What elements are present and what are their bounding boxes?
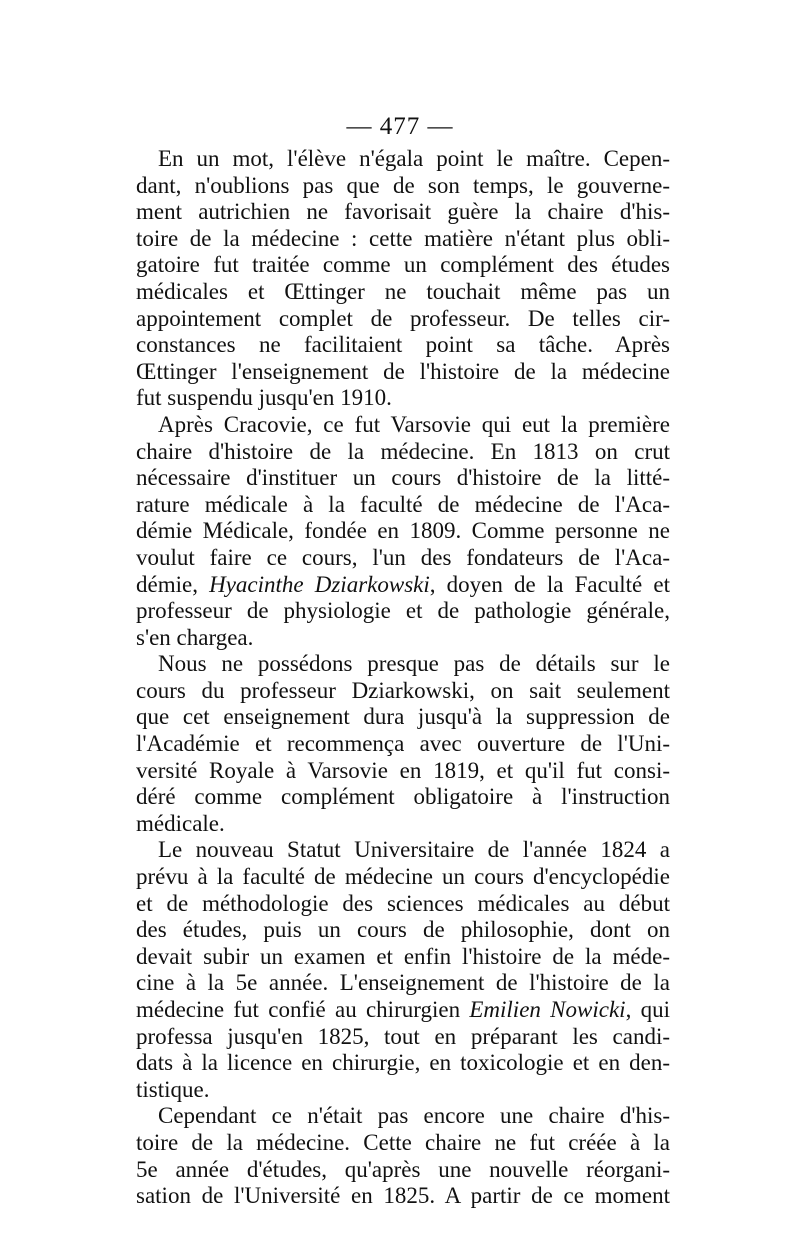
- italic-person-name: Hyacinthe Dziarkowski: [209, 571, 430, 597]
- paragraph-4: [136, 837, 670, 1103]
- text-segment: , qui: [625, 997, 670, 1022]
- paragraph-2: [136, 412, 670, 651]
- text-line: prévu à la faculté de médecine un cours d'encyclopédie: [136, 864, 670, 890]
- text-line: toire de la médecine : cette matière n'étant plus obli-: [136, 225, 670, 251]
- paragraph-3: [136, 651, 670, 837]
- page-number: — 477 —: [346, 113, 454, 140]
- text-segment: , doyen de la Faculté et: [429, 571, 671, 597]
- text-line: 5e année d'études, qu'après une nouvelle réorgani-: [136, 1156, 670, 1182]
- text-line: professa jusqu'en 1825, tout en préparant les candi-: [136, 1023, 670, 1049]
- text-line: tistique.: [136, 1076, 210, 1102]
- text-line: devait subir un examen et enfin l'histoire de la méde-: [136, 943, 670, 969]
- text-line: chaire d'histoire de la médecine. En 1813 on crut: [136, 438, 670, 464]
- text-line: ment autrichien ne favorisait guère la chaire d'his-: [136, 199, 670, 225]
- text-line: cine à la 5e année. L'enseignement de l'histoire de la: [136, 970, 670, 996]
- text-line: gatoire fut traitée comme un complément des études: [136, 252, 670, 278]
- text-line: professeur de physiologie et de pathologie générale,: [136, 598, 670, 624]
- text-line-with-italic-name: [136, 997, 670, 1024]
- text-line: En un mot, l'élève n'égala point le maître. Cepen-: [158, 146, 670, 171]
- text-line: Après Cracovie, ce fut Varsovie qui eut la première: [158, 411, 670, 437]
- text-line: dats à la licence en chirurgie, en toxicologie et en den-: [136, 1050, 670, 1076]
- text-line: s'en chargea.: [136, 624, 254, 650]
- text-line: que cet enseignement dura jusqu'à la suppression de: [136, 704, 670, 730]
- text-segment: démie,: [136, 571, 210, 597]
- text-segment: médecine fut confié au chirurgien: [136, 997, 470, 1022]
- body-text: [136, 146, 670, 1210]
- text-line: Le nouveau Statut Universitaire de l'année 1824 a: [158, 837, 670, 863]
- text-line: cours du professeur Dziarkowski, on sait seulement: [136, 677, 670, 703]
- text-line: et de méthodologie des sciences médicales au début: [136, 890, 670, 916]
- text-line: sation de l'Université en 1825. A partir de ce moment: [136, 1183, 670, 1209]
- text-line: toire de la médecine. Cette chaire ne fut créée à la: [136, 1129, 670, 1155]
- text-line: Nous ne possédons presque pas de détails sur le: [158, 651, 670, 677]
- paragraph-5: [136, 1103, 670, 1209]
- text-line: constances ne facilitaient point sa tâche. Après: [136, 332, 670, 358]
- text-line: des études, puis un cours de philosophie, dont on: [136, 917, 670, 943]
- text-line: médicales et Œttinger ne touchait même pas un: [136, 278, 670, 304]
- text-line-with-italic-name: [136, 572, 670, 599]
- text-line: rature médicale à la faculté de médecine de l'Aca-: [136, 491, 670, 517]
- text-line: voulut faire ce cours, l'un des fondateurs de l'Aca-: [136, 544, 670, 570]
- text-line: l'Académie et recommença avec ouverture de l'Uni-: [136, 731, 670, 757]
- text-line: Œttinger l'enseignement de l'histoire de la médecine: [136, 358, 670, 384]
- text-line: nécessaire d'instituer un cours d'histoire de la litté-: [136, 465, 670, 491]
- text-line: démie Médicale, fondée en 1809. Comme personne ne: [136, 518, 670, 544]
- text-line: versité Royale à Varsovie en 1819, et qu'il fut consi-: [136, 757, 670, 783]
- italic-person-name: Emilien Nowicki: [469, 997, 626, 1022]
- text-line: fut suspendu jusqu'en 1910.: [136, 385, 392, 411]
- text-line: Cependant ce n'était pas encore une chaire d'his-: [158, 1103, 670, 1129]
- text-line: dant, n'oublions pas que de son temps, le gouverne-: [136, 172, 670, 198]
- text-line: médicale.: [136, 810, 225, 836]
- paragraph-1: [136, 146, 670, 412]
- text-line: déré comme complément obligatoire à l'instruction: [136, 784, 670, 810]
- text-line: appointement complet de professeur. De telles cir-: [136, 305, 670, 331]
